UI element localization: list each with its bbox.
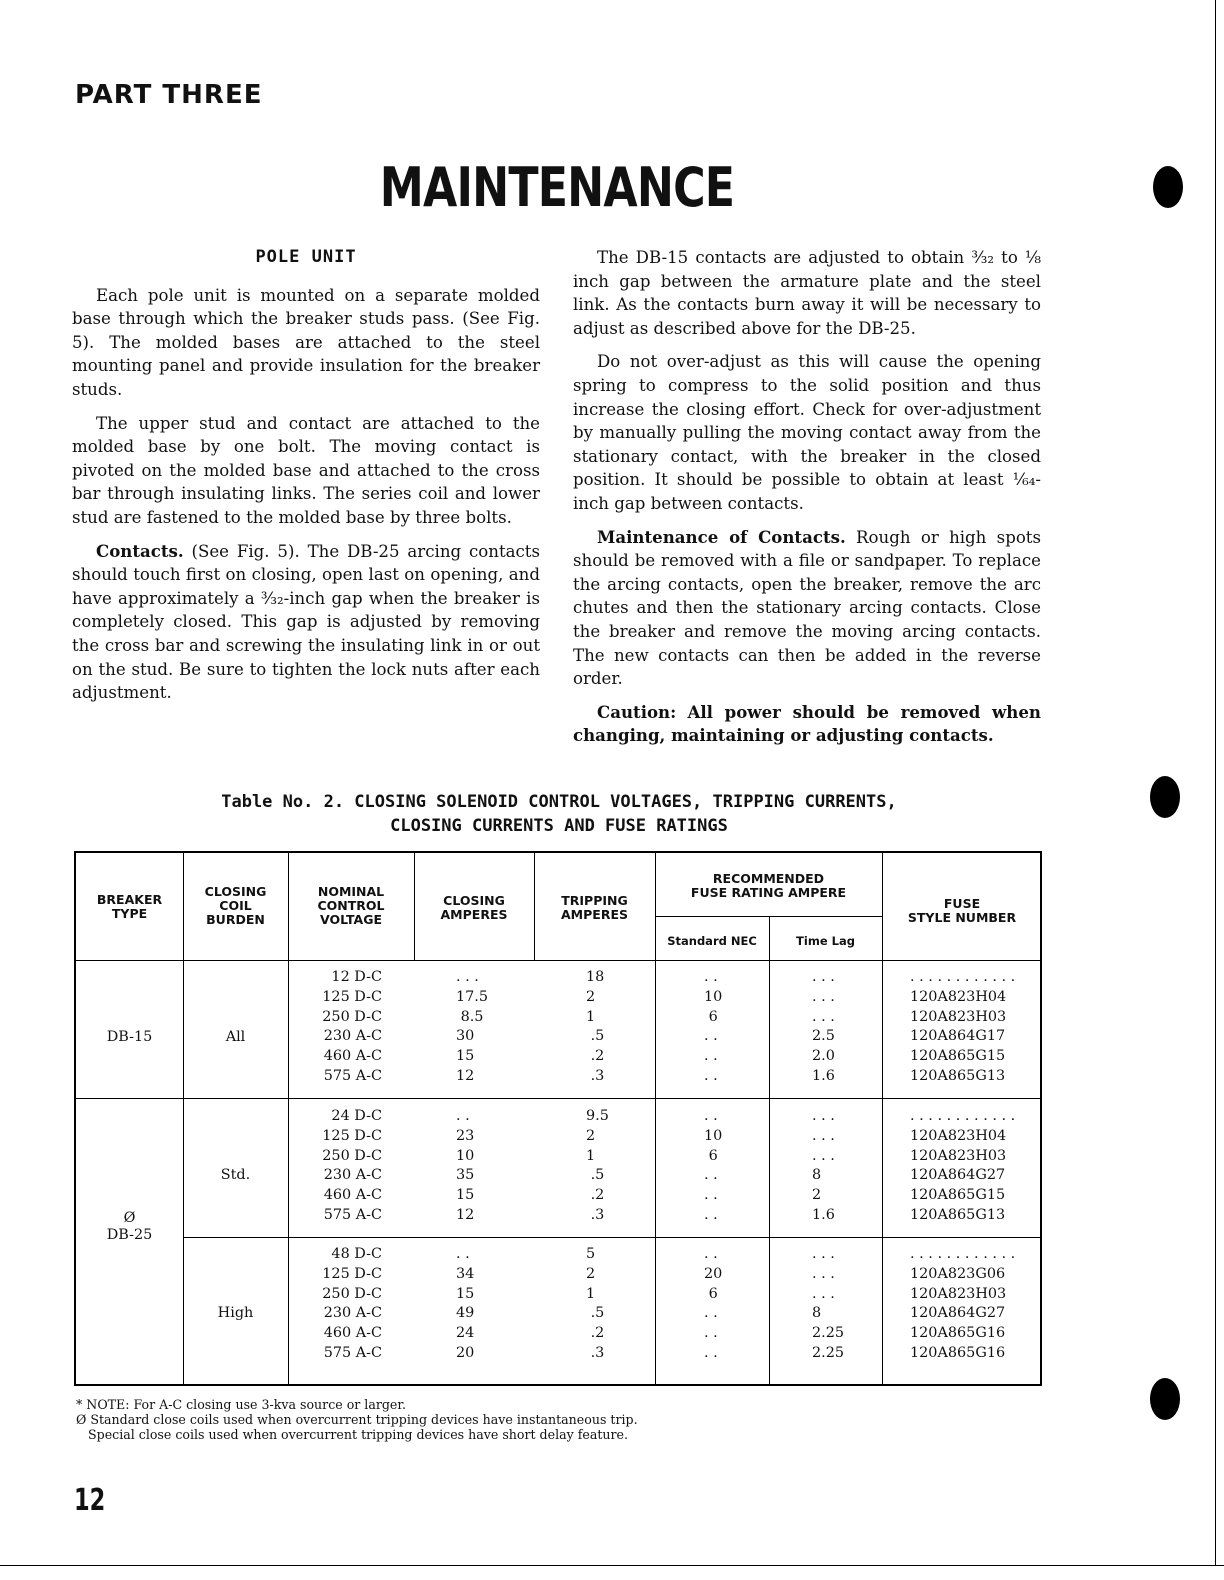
closing-amperes-cell: . . 34 15 49 24 20 (456, 1246, 475, 1361)
header-standard-nec: Standard NEC (667, 934, 757, 948)
row-divider (76, 1098, 1042, 1099)
voltage-cell: 48 D-C 125 D-C 250 D-C 230 A-C 460 A-C 575 A-C (322, 1246, 382, 1361)
coil-burden-cell: Std. (220, 1167, 251, 1183)
header-fuse-rating: RECOMMENDED FUSE RATING AMPERE (690, 871, 847, 900)
time-lag-cell: . . . . . . . . . 2.5 2.0 1.6 (812, 969, 835, 1084)
style-number-cell: . . . . . . . . . . . . 120A823H04 120A823H03 120A864G17 120A865G15 120A865G13 (910, 969, 1016, 1084)
binder-hole-middle (1150, 776, 1180, 818)
paragraph (72, 540, 540, 705)
breaker-type-cell: DB-25 (106, 1227, 153, 1243)
run-in-heading: Caution: (597, 701, 677, 722)
header-coil-burden: CLOSING COIL BURDEN (204, 884, 267, 927)
ratings-table (74, 851, 1042, 1386)
paragraph (573, 701, 1041, 748)
column-divider (288, 853, 289, 1384)
time-lag-cell: . . . . . . . . . 8 2 1.6 (812, 1108, 835, 1223)
paragraph-text: Rough or high spots should be removed with a file or sandpaper. To replace the arcing contacts, open the breaker, remove the arc chutes and then the stationary arcing contacts. Close the breaker and remove the moving arcing contacts. The new contacts can then be added in the reverse order. (573, 527, 1041, 689)
column-divider (769, 916, 770, 1384)
style-number-cell: . . . . . . . . . . . . 120A823H04 120A823H03 120A864G27 120A865G15 120A865G13 (910, 1108, 1016, 1223)
time-lag-cell: . . . . . . . . . 8 2.25 2.25 (812, 1246, 845, 1361)
paragraph (573, 526, 1041, 691)
caption-line: Table No. 2. CLOSING SOLENOID CONTROL VOLTAGES, TRIPPING CURRENTS, (221, 792, 897, 812)
header-closing-amperes: CLOSING AMPERES (440, 893, 508, 922)
voltage-cell: 24 D-C 125 D-C 250 D-C 230 A-C 460 A-C 575 A-C (322, 1108, 382, 1223)
breaker-type-cell: DB-15 (106, 1029, 153, 1045)
breaker-mark: Ø (123, 1210, 136, 1226)
page-number: 12 (74, 1483, 106, 1518)
note: Ø Standard close coils used when overcurrent tripping devices have instantaneous trip. (76, 1412, 638, 1427)
paragraph: The DB-15 contacts are adjusted to obtain ³⁄₃₂ to ¹⁄₈ inch gap between the armature plate and the steel link. As the contacts burn away it will be necessary to adjust as described above for the DB-25. (573, 248, 1041, 338)
right-column (573, 246, 1041, 758)
row-divider (76, 960, 1042, 961)
tripping-amperes-cell: 9.5 2 1 .5 .2 .3 (586, 1108, 609, 1223)
style-number-cell: . . . . . . . . . . . . 120A823G06 120A823H03 120A864G27 120A865G16 120A865G16 (910, 1246, 1016, 1361)
paragraph: Do not over-adjust as this will cause the opening spring to compress to the solid position and thus increase the closing effort. Check for over-adjustment by manually pulling the moving contact away from the stationary contact, with the breaker in the closed position. It should be possible to obtain at least ¹⁄₆₄-inch gap between contacts. (573, 352, 1041, 513)
run-in-heading: Maintenance of Contacts. (597, 526, 846, 547)
left-column (72, 246, 540, 715)
run-in-heading: Contacts. (96, 540, 184, 561)
standard-nec-cell: . . 10 6 . . . . . . (704, 1108, 723, 1223)
header-tripping-amperes: TRIPPING AMPERES (561, 893, 628, 922)
closing-amperes-cell: . . 23 10 35 15 12 (456, 1108, 475, 1223)
caption-line: CLOSING CURRENTS AND FUSE RATINGS (390, 816, 728, 836)
standard-nec-cell: . . 20 6 . . . . . . (704, 1246, 723, 1361)
header-style-number: FUSE STYLE NUMBER (907, 896, 1017, 925)
table-caption (74, 790, 1044, 838)
part-label: PART THREE (75, 80, 263, 110)
row-divider (655, 916, 882, 917)
row-divider (183, 1237, 1042, 1238)
closing-amperes-cell: . . . 17.5 8.5 30 15 12 (456, 969, 489, 1084)
header-time-lag: Time Lag (796, 934, 855, 948)
column-divider (882, 853, 883, 1384)
scan-edge-bottom (0, 1565, 1224, 1566)
coil-burden-cell: All (225, 1029, 246, 1045)
scan-edge-right (1215, 0, 1216, 1566)
tripping-amperes-cell: 5 2 1 .5 .2 .3 (586, 1246, 605, 1361)
column-divider (655, 853, 656, 1384)
binder-hole-top (1153, 166, 1183, 208)
voltage-cell: 12 D-C 125 D-C 250 D-C 230 A-C 460 A-C 575 A-C (322, 969, 382, 1084)
paragraph: The upper stud and contact are attached to the molded base by one bolt. The moving contact is pivoted on the molded base and attached to the cross bar through insulating links. The series coil and lower stud are fastened to the molded base by three bolts. (72, 413, 540, 527)
header-breaker-type: BREAKER TYPE (96, 892, 163, 921)
page-title: MAINTENANCE (379, 156, 735, 219)
note: Special close coils used when overcurrent tripping devices have short delay feature. (76, 1427, 628, 1442)
paragraph-text: All power should be removed when changing, maintaining or adjusting contacts. (573, 701, 1041, 746)
table-notes (76, 1397, 638, 1442)
binder-hole-bottom (1150, 1378, 1180, 1420)
section-heading: POLE UNIT (255, 247, 357, 267)
paragraph-text: (See Fig. 5). The DB-25 arcing contacts should touch first on closing, open last on opening, and have approximately a ³⁄₃₂-inch gap when the breaker is completely closed. This gap is adjusted by removing the cross bar and screwing the insulating link in or out on the stud. Be sure to tighten the lock nuts after each adjustment. (72, 541, 540, 703)
header-control-voltage: NOMINAL CONTROL VOLTAGE (317, 884, 385, 927)
coil-burden-cell: High (217, 1305, 254, 1321)
note: * NOTE: For A-C closing use 3-kva source or larger. (76, 1397, 407, 1412)
tripping-amperes-cell: 18 2 1 .5 .2 .3 (586, 969, 605, 1084)
paragraph: Each pole unit is mounted on a separate molded base through which the breaker studs pass. (See Fig. 5). The molded bases are attached to the steel mounting panel and provide insulation for the breaker studs. (72, 285, 540, 399)
standard-nec-cell: . . 10 6 . . . . . . (704, 969, 723, 1084)
